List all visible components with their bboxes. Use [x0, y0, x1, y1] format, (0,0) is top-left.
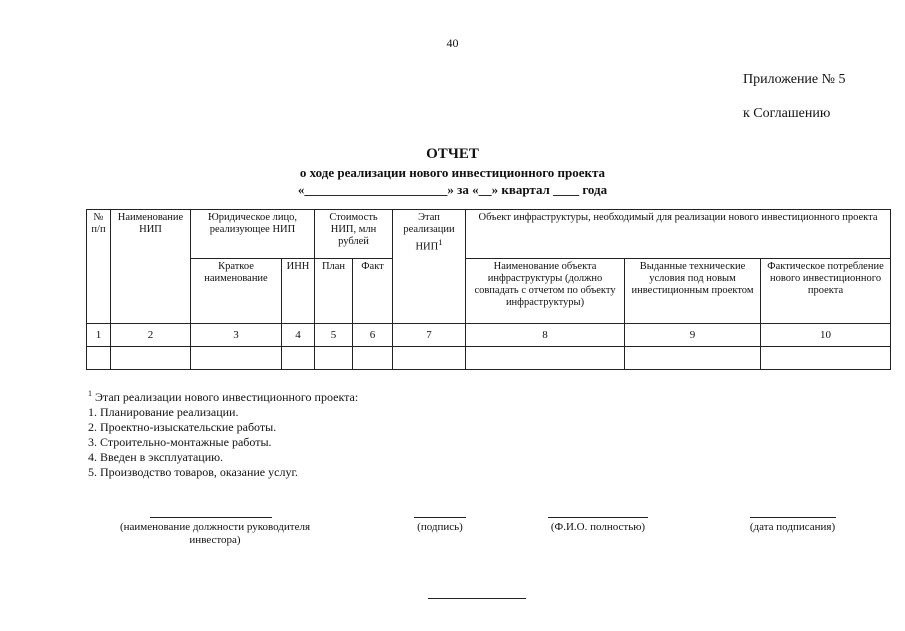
date-line — [750, 517, 836, 518]
col-number: 1 — [87, 324, 111, 347]
header-short-name: Краткое наименование — [191, 259, 282, 324]
footnote-item: 2. Проектно-изыскательские работы. — [88, 420, 277, 434]
footnote-item: 5. Производство товаров, оказание услуг. — [88, 465, 299, 479]
footnote-heading-text: Этап реализации нового инвестиционного проекта: — [95, 390, 359, 404]
header-consumption: Фактическое потребление нового инвестиционного проекта — [761, 259, 891, 324]
footnote-block — [88, 386, 358, 480]
fio-line — [548, 517, 648, 518]
empty-cell[interactable] — [87, 347, 111, 370]
footer-separator-line — [428, 598, 526, 599]
date-caption: (дата подписания) — [749, 521, 836, 533]
header-name: Наименование НИП — [111, 210, 191, 324]
position-caption: (наименование должности руководителя инвестора) — [119, 521, 311, 546]
empty-cell[interactable] — [191, 347, 282, 370]
footnote-item: 1. Планирование реализации. — [88, 405, 239, 419]
col-number: 4 — [282, 324, 315, 347]
col-number: 7 — [393, 324, 466, 347]
report-table — [86, 209, 891, 370]
col-number: 8 — [466, 324, 625, 347]
header-fact: Факт — [353, 259, 393, 324]
empty-cell[interactable] — [466, 347, 625, 370]
header-inn: ИНН — [282, 259, 315, 324]
table-row — [87, 347, 891, 370]
header-row-2 — [87, 259, 891, 324]
position-signature-line — [150, 517, 272, 518]
page-number: 40 — [446, 36, 459, 50]
report-subtitle: о ходе реализации нового инвестиционного проекта — [299, 165, 606, 180]
header-row-1 — [87, 210, 891, 259]
col-number: 9 — [625, 324, 761, 347]
footnote-heading — [88, 386, 358, 405]
header-cost: Стоимость НИП, млн рублей — [315, 210, 393, 259]
header-entity: Юридическое лицо, реализующее НИП — [191, 210, 315, 259]
footnote-heading-mark: 1 — [88, 389, 92, 398]
signature-caption: (подпись) — [417, 521, 463, 533]
header-object: Объект инфраструктуры, необходимый для реализации нового инвестиционного проекта — [466, 210, 891, 259]
empty-cell[interactable] — [393, 347, 466, 370]
report-title: ОТЧЕТ — [426, 146, 479, 162]
report-period: «______________________» за «__» квартал ____ года — [297, 182, 608, 197]
empty-cell[interactable] — [315, 347, 353, 370]
col-number: 10 — [761, 324, 891, 347]
empty-cell[interactable] — [353, 347, 393, 370]
col-number: 6 — [353, 324, 393, 347]
empty-cell[interactable] — [111, 347, 191, 370]
empty-cell[interactable] — [625, 347, 761, 370]
header-plan: План — [315, 259, 353, 324]
col-number: 5 — [315, 324, 353, 347]
empty-cell[interactable] — [761, 347, 891, 370]
header-tech-conditions: Выданные технические условия под новым инвестиционным проектом — [625, 259, 761, 324]
agreement-label: к Соглашению — [743, 106, 831, 121]
header-stage — [393, 210, 466, 324]
footnote-item: 3. Строительно-монтажные работы. — [88, 435, 272, 449]
signature-line — [414, 517, 466, 518]
col-number: 3 — [191, 324, 282, 347]
footnote-item: 4. Введен в эксплуатацию. — [88, 450, 224, 464]
header-num: № п/п — [87, 210, 111, 324]
header-object-name: Наименование объекта инфраструктуры (должно совпадать с отчетом по объекту инфраструктуры) — [466, 259, 625, 324]
appendix-label: Приложение № 5 — [743, 72, 846, 87]
empty-cell[interactable] — [282, 347, 315, 370]
col-number: 2 — [111, 324, 191, 347]
fio-caption: (Ф.И.О. полностью) — [550, 521, 646, 533]
header-stage-text: Этап реализации НИП — [403, 212, 455, 253]
column-number-row — [87, 324, 891, 347]
footnote-mark: 1 — [438, 237, 443, 247]
